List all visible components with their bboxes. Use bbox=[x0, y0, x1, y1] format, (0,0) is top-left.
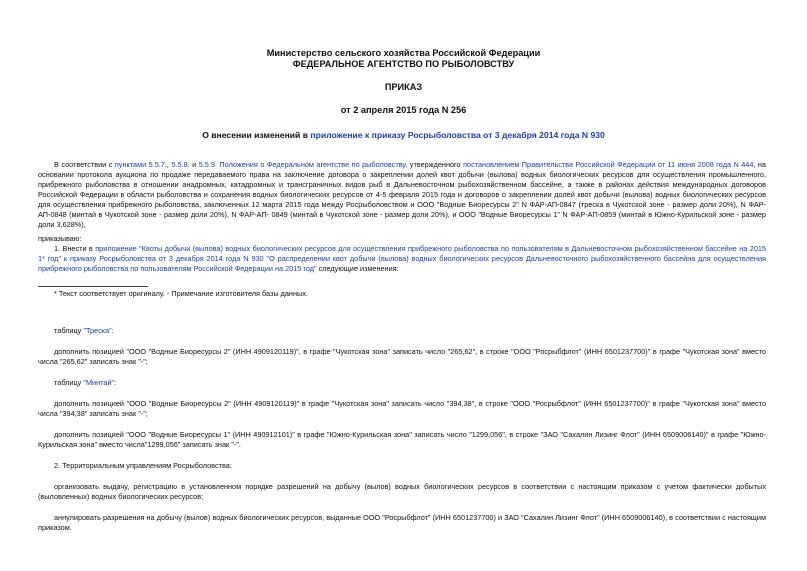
item-1-paragraph bbox=[38, 244, 766, 274]
title-link[interactable]: приложение к приказу Росрыболовства от 3 декабря 2014 года N 930 bbox=[310, 130, 605, 140]
pollock-amendment-2: дополнить позицией "ООО "Водные Биоресурсы 1" (ИНН 490912101)" в графе "Южно-Курильская зона" записать число "1299,056", в строке "ЗАО "Сахалин Лизинг Флот" (ИНН 6509006140)" в графе "Южно-Курильская зона" вместо числа"1299,056" записать знак "-". bbox=[38, 430, 766, 449]
preamble-text-1: В соответствии с bbox=[54, 160, 115, 169]
agency-name: ФЕДЕРАЛЬНОЕ АГЕНТСТВО ПО РЫБОЛОВСТВУ bbox=[292, 59, 515, 69]
item-1-link[interactable]: приложение "Квоты добычи (вылова) водных биологических ресурсов для осуществления прибрежного рыболовства по пользователям в Дальневосточном рыбохозяйственном бассейне на 2015 1* год" к приказу Росрыболовства от 3 декабря 2014 года N 930 "О распределении квот добычи (вылова) водных биологических ресурсов Дальневосточного рыбохозяйственного бассейна для осуществления прибрежного рыболовства по пользователям Российской Федерации на 2015 год" bbox=[38, 244, 766, 273]
cod-amendment: дополнить позицией "ООО "Водные Биоресурсы 2" (ИНН 4909120119)", в графе "Чукотская зона" записать число "265,62", в строке "ООО "Росрыбфлот" (ИНН 6501237700)" в графе "Чукотская зона" вместо числа "265,62" записать знак "-"; bbox=[38, 347, 766, 366]
footnote: * Текст соответствует оригиналу. - Примечание изготовителя базы данных. bbox=[54, 289, 308, 298]
preamble-link-2[interactable]: 5.5.8. bbox=[171, 160, 190, 169]
ministry-name: Министерство сельского хозяйства Российской Федерации bbox=[266, 48, 541, 58]
preamble-link-3[interactable]: 5.5.9. Положения о Федеральном агентстве по рыболовству bbox=[198, 160, 406, 169]
preamble-text-4: , утвержденного bbox=[405, 160, 464, 169]
preamble-link-1[interactable]: пунктами 5.5.7. bbox=[114, 160, 167, 169]
item-2-clause-b: аннулировать разрешения на добычу (вылов) водных биологических ресурсов, выданные ООО "Росрыбфлот" (ИНН 6501237700) и ЗАО "Сахалин Лизинг Флот" (ИНН 6509006140), в соответствии с настоящим приказом. bbox=[38, 513, 766, 532]
table-cod-suffix: : bbox=[111, 326, 114, 335]
footnote-divider bbox=[38, 286, 148, 287]
table-pollock-reference bbox=[54, 378, 116, 388]
preamble-text-3: и bbox=[189, 160, 199, 169]
preamble-text-2: , bbox=[166, 160, 172, 169]
document-date-number: от 2 апреля 2015 года N 256 bbox=[340, 105, 467, 115]
table-cod-reference bbox=[54, 326, 114, 336]
table-pollock-prefix: таблицу bbox=[54, 378, 84, 387]
table-pollock-suffix: : bbox=[114, 378, 117, 387]
document-type: ПРИКАЗ bbox=[384, 82, 423, 92]
title-prefix: О внесении изменений в bbox=[202, 130, 311, 140]
item-2-clause-a: организовать выдачу, регистрацию в установленном порядке разрешений на добычу (вылов) водных биологических ресурсов в соответствии с настоящим приказом с учетом фактически добытых (выловленных) водных биологических ресурсов; bbox=[38, 482, 766, 501]
preamble-link-4[interactable]: постановлением Правительства Российской Федерации от 11 июня 2008 года N 444 bbox=[463, 160, 754, 169]
table-cod-link[interactable]: "Треска" bbox=[83, 326, 112, 335]
order-word: приказываю: bbox=[38, 234, 82, 243]
item-1-text-1: 1. Внести в bbox=[54, 244, 96, 253]
preamble-text-5: , на основании протокола аукциона по продаже передаваемого права на заключение договора о закреплении долей квот добычи (вылова) водных биологических ресурсов для осуществления промышленного, прибрежного рыболовства в отношении анадромных, катадромных и трансграничных видов рыб в Дальневосточном рыбохозяйственном бассейне, а также в районах действия международных договоров Российской Федерации в области рыболовства и сохранения водных биологических ресурсов от 4-5 февраля 2015 года и договоров о закреплении долей квот добычи (вылова) водных биологических ресурсов для осуществления прибрежного рыболовства, заключенных 12 марта 2015 года между Росрыболовством и ООО "Водные Биоресурсы 2" N ФАР-АП-0847 (треска в Чукотской зоне - размер доли 20%), N ФАР-АП-0848 (минтай в Чукотской зоне - размер доли 20%), N ФАР-АП- 0849 (минтай в Чукотской зоне - размер доли 20%), и ООО "Водные Биоресурсы 1" N ФАР-АП-0859 (минтай в Южно-Курильской зоне - размер доли 3,628%), bbox=[38, 160, 766, 229]
item-2-heading: 2. Территориальным управлениям Росрыболовства: bbox=[54, 461, 232, 470]
document-title bbox=[0, 129, 807, 141]
preamble-paragraph bbox=[38, 160, 766, 230]
table-pollock-link[interactable]: "Минтай" bbox=[83, 378, 115, 387]
table-cod-prefix: таблицу bbox=[54, 326, 84, 335]
item-1-text-2: следующие изменения: bbox=[316, 264, 399, 273]
pollock-amendment-1: дополнить позицией "ООО "Водные Биоресурсы 2" (ИНН 4909120119)" в графе "Чукотская зона" записать число "394,38", в строке "ООО "Росрыбфлот" (ИНН 6501237700)" в графе "Чукотская зона" вместо числа "394,38" записать знак "-"; bbox=[38, 399, 766, 418]
